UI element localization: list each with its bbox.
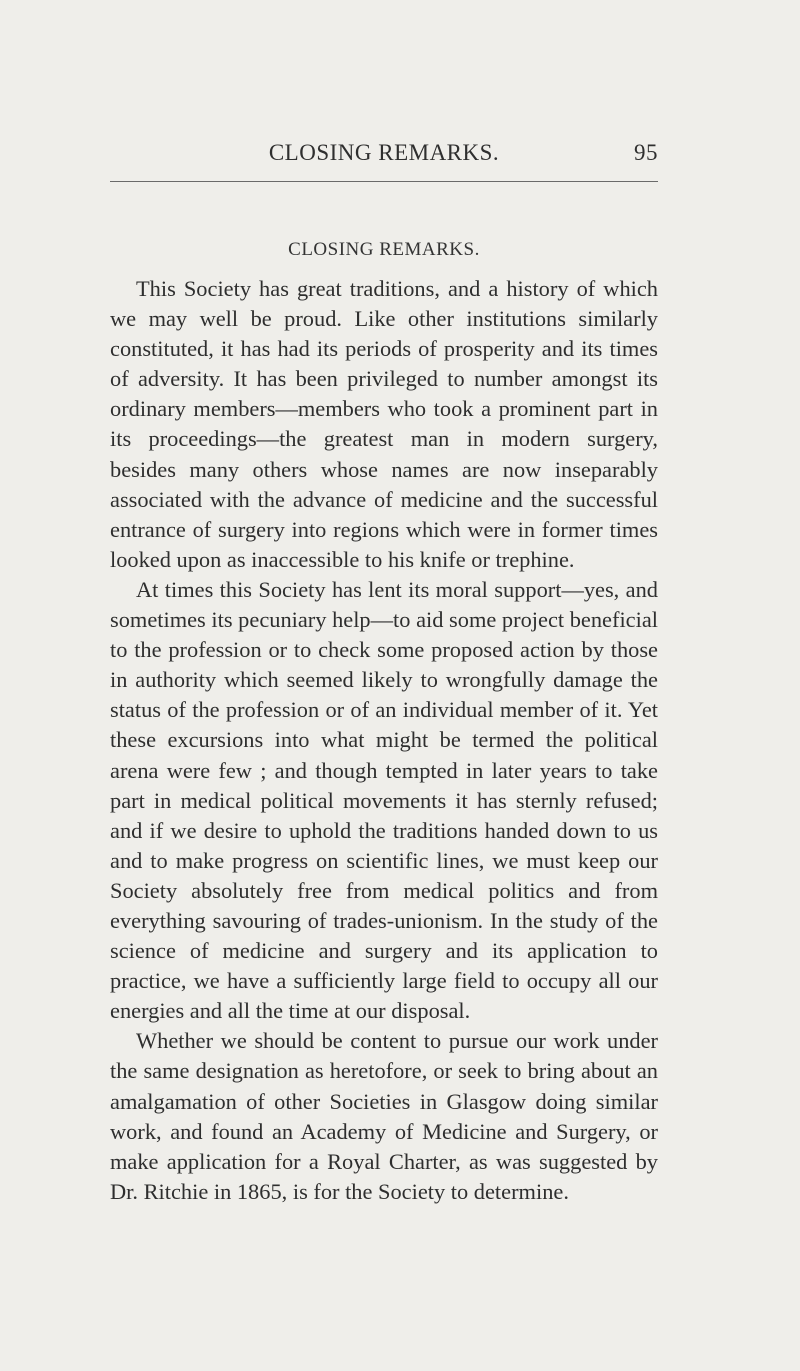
- running-head: [110, 140, 658, 172]
- page-number: 95: [634, 140, 658, 165]
- section-title: CLOSING REMARKS.: [288, 239, 480, 260]
- paragraph: This Society has great traditions, and a history of which we may well be proud. Like other institutions similarly constituted, it has had its periods of prosperity and its times of adversity. It has been privileged to number amongst its ordinary members—members who took a prominent part in its proceedings—the greatest man in modern surgery, besides many others whose names are now inseparably associated with the advance of medicine and the successful entrance of surgery into regions which were in former times looked upon as inaccessible to his knife or trephine.: [110, 276, 658, 572]
- paragraph: At times this Society has lent its moral support—yes, and sometimes its pecuniary help—to aid some project beneficial to the profession or to check some proposed action by those in authority which seemed likely to wrongfully damage the status of the profession or of an individual member of it. Yet these excursions into what might be termed the political arena were few ; and though tempted in later years to take part in medical political movements it has sternly refused; and if we desire to uphold the traditions handed down to us and to make progress on scientific lines, we must keep our Society absolutely free from medical politics and from everything savouring of trades-unionism. In the study of the science of medicine and surgery and its application to practice, we have a sufficiently large field to occupy all our energies and all the time at our disposal.: [110, 576, 658, 1024]
- paragraph: Whether we should be content to pursue our work under the same designation as heretofore, or seek to bring about an amalgamation of other Societies in Glasgow doing similar work, and found an Academy of Medicine and Surgery, or make application for a Royal Charter, as was suggested by Dr. Ritchie in 1865, is for the Society to determine.: [110, 1028, 658, 1204]
- header-rule: [110, 181, 658, 182]
- body-text: [110, 274, 658, 1207]
- running-title: CLOSING REMARKS.: [268, 140, 500, 165]
